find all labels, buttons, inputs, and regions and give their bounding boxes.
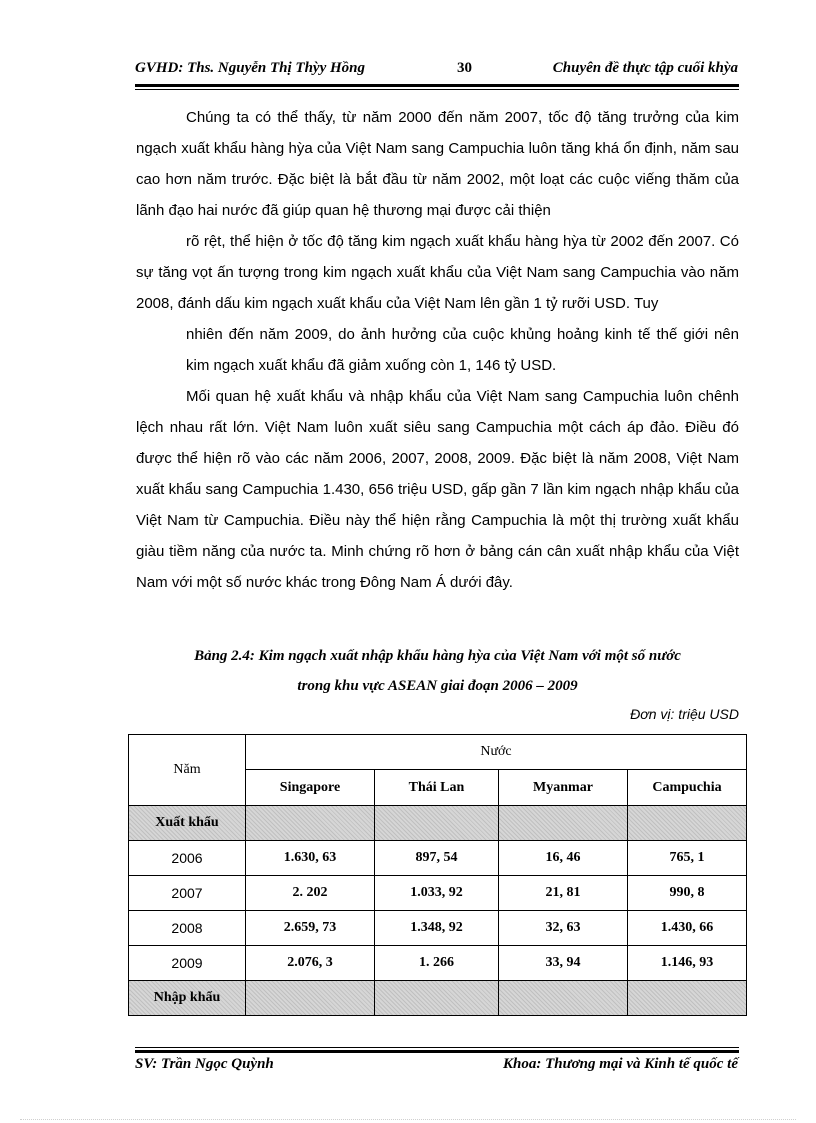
trade-table	[128, 734, 747, 1016]
section-label: Nhập khẩu	[129, 981, 246, 1016]
paragraph-1: Chúng ta có thể thấy, từ năm 2000 đến năm 2007, tốc độ tăng trưởng của kim ngạch xuất khẩu hàng hỳa của Việt Nam sang Campuchia luôn tăng khá ổn định, năm sau cao hơn năm trước. Đặc biệt là bắt đầu từ năm 2002, một loạt các cuộc viếng thăm của lãnh đạo hai nước đã giúp quan hệ thương mại được cải thiện	[136, 109, 739, 219]
value-cell: 21, 81	[499, 876, 628, 911]
footer-faculty: Khoa: Thương mại và Kinh tế quốc tế	[503, 1056, 738, 1072]
page-number: 30	[457, 60, 472, 76]
footer-rule	[135, 1047, 739, 1053]
value-cell: 1.146, 93	[628, 946, 747, 981]
year-cell: 2009	[129, 946, 246, 981]
value-cell: 1.033, 92	[375, 876, 499, 911]
value-cell: 1.630, 63	[246, 841, 375, 876]
year-header: Năm	[129, 735, 246, 806]
country-header: Singapore	[246, 770, 375, 806]
table-row	[129, 841, 747, 876]
table-row	[129, 876, 747, 911]
paragraph-4: Mối quan hệ xuất khẩu và nhập khẩu của Việt Nam sang Campuchia luôn chênh lệch nhau rất lớn. Việt Nam luôn xuất siêu sang Campuchia một cách áp đảo. Điều đó được thể hiện rõ vào các năm 2006, 2007, 2008, 2009. Đặc biệt là năm 2008, Việt Nam xuất khẩu sang Campuchia 1.430, 656 triệu USD, gấp gần 7 lần kim ngạch nhập khẩu của Việt Nam từ Campuchia. Điều này thể hiện rằng Campuchia là một thị trường xuất khẩu giàu tiềm năng của nước ta. Minh chứng rõ hơn ở bảng cán cân xuất nhập khẩu của Việt Nam với một số nước khác trong Đông Nam Á dưới đây.	[136, 388, 739, 591]
value-cell: 1.348, 92	[375, 911, 499, 946]
paragraph-2: rõ rệt, thể hiện ở tốc độ tăng kim ngạch xuất khẩu hàng hỳa từ 2002 đến 2007. Có sự tăng vọt ấn tượng trong kim ngạch xuất khẩu của Việt Nam sang Campuchia vào năm 2008, đánh dấu kim ngạch xuất khẩu của Việt Nam lên gần 1 tỷ rưỡi USD. Tuy	[136, 233, 739, 312]
country-header: Campuchia	[628, 770, 747, 806]
value-cell: 1.430, 66	[628, 911, 747, 946]
paragraph-3: nhiên đến năm 2009, do ảnh hưởng của cuộc khủng hoảng kinh tế thế giới nên kim ngạch xuất khẩu đã giảm xuống còn 1, 146 tỷ USD.	[186, 326, 739, 374]
value-cell: 32, 63	[499, 911, 628, 946]
page-header	[135, 60, 738, 82]
section-label: Xuất khẩu	[129, 806, 246, 841]
table-unit: Đơn vị: triệu USD	[630, 706, 739, 722]
year-cell: 2006	[129, 841, 246, 876]
value-cell: 897, 54	[375, 841, 499, 876]
section-row-export	[129, 806, 747, 841]
table-row	[129, 911, 747, 946]
footer-student: SV: Trần Ngọc Quỳnh	[135, 1056, 274, 1072]
value-cell: 765, 1	[628, 841, 747, 876]
header-supervisor: GVHD: Ths. Nguyễn Thị Thỳy Hồng	[135, 60, 366, 76]
value-cell: 990, 8	[628, 876, 747, 911]
header-rule	[135, 84, 739, 90]
value-cell: 33, 94	[499, 946, 628, 981]
section-row-import	[129, 981, 747, 1016]
year-cell: 2007	[129, 876, 246, 911]
table-caption-line-1: Bảng 2.4: Kim ngạch xuất nhập khẩu hàng hỳa của Việt Nam với một số nước	[194, 648, 681, 664]
country-header: Thái Lan	[375, 770, 499, 806]
page-bottom-dotted-line	[20, 1119, 796, 1120]
table-caption-line-2: trong khu vực ASEAN giai đoạn 2006 – 2009	[297, 678, 578, 694]
page-footer	[135, 1056, 738, 1078]
country-header: Myanmar	[499, 770, 628, 806]
value-cell: 2.076, 3	[246, 946, 375, 981]
year-cell: 2008	[129, 911, 246, 946]
value-cell: 2. 202	[246, 876, 375, 911]
value-cell: 16, 46	[499, 841, 628, 876]
value-cell: 2.659, 73	[246, 911, 375, 946]
country-group-header: Nước	[246, 735, 747, 770]
body-text	[136, 102, 739, 598]
table-row	[129, 946, 747, 981]
header-report-title: Chuyên đề thực tập cuối khỳa	[552, 60, 738, 76]
value-cell: 1. 266	[375, 946, 499, 981]
